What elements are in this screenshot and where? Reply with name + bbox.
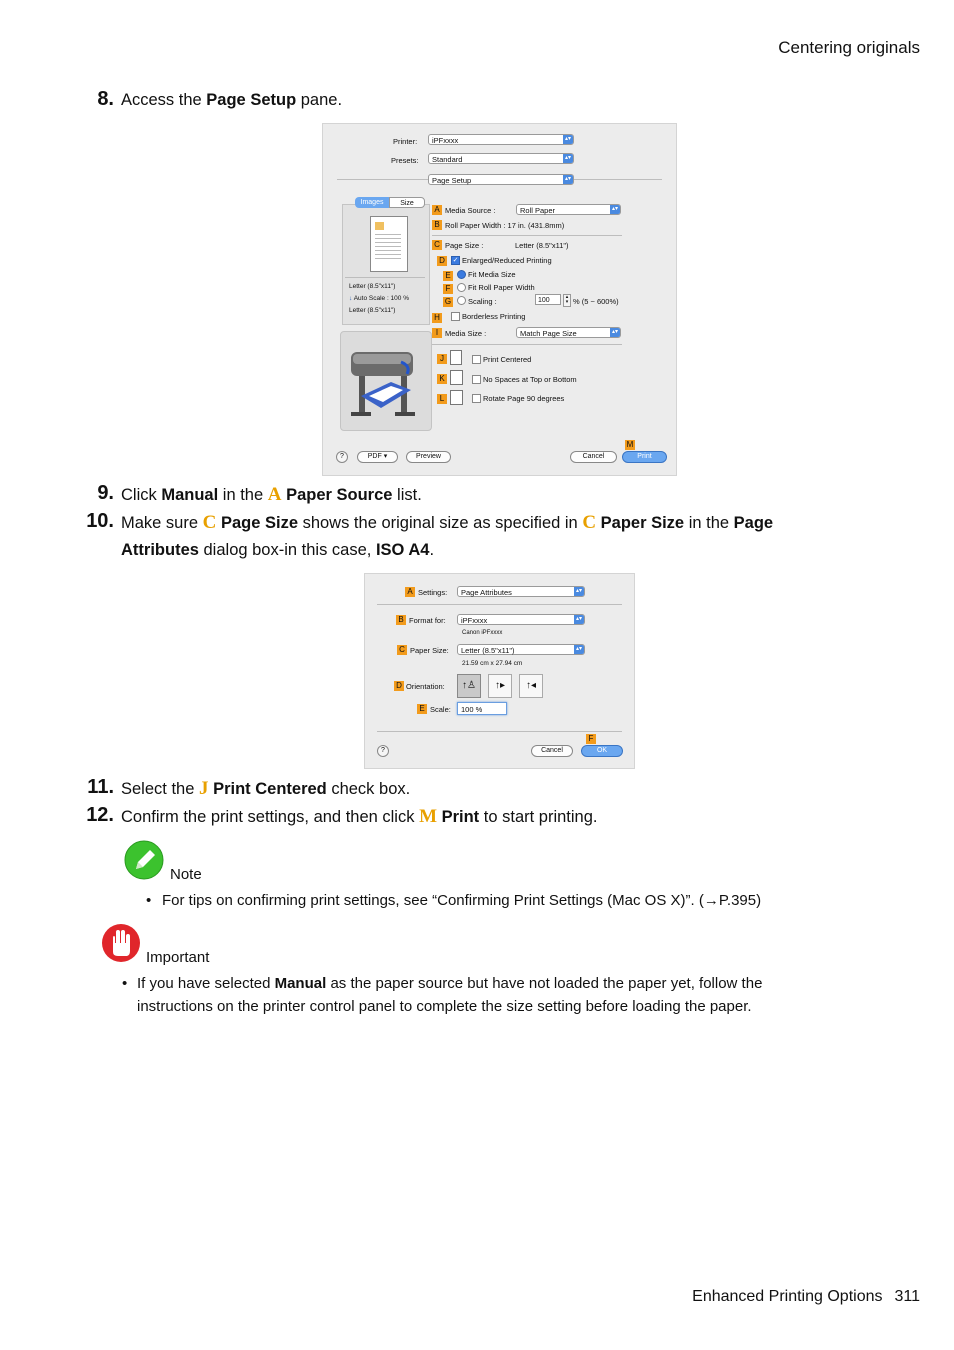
popup-arrow-icon: ▴▾ xyxy=(575,588,583,594)
cancel-button[interactable]: Cancel xyxy=(570,451,617,463)
tag-a: A xyxy=(405,587,415,597)
pane-popup[interactable]: Page Setup ▴▾ xyxy=(428,174,574,185)
popup-arrow-icon: ▴▾ xyxy=(575,616,583,622)
media-source-label: Media Source : xyxy=(445,206,496,215)
note-title: Note xyxy=(170,866,202,883)
printer-popup[interactable]: iPFxxxx ▴▾ xyxy=(428,134,574,145)
page-setup-dialog xyxy=(322,123,677,476)
separator xyxy=(345,277,425,278)
preview-info-2: ↓ Auto Scale : 100 % xyxy=(349,295,409,302)
format-label: Format for: xyxy=(409,616,446,625)
settings-label: Settings: xyxy=(418,588,448,597)
enlarged-label: Enlarged/Reduced Printing xyxy=(462,256,552,265)
roll-paper-width: Roll Paper Width : 17 in. (431.8mm) xyxy=(445,221,565,230)
borderless-label: Borderless Printing xyxy=(462,312,526,321)
paper-size-label: Paper Size: xyxy=(410,646,449,655)
orientation-label: Orientation: xyxy=(406,682,445,691)
paper-size-popup[interactable]: Letter (8.5"x11") ▴▾ xyxy=(457,644,585,655)
media-source-popup[interactable]: Roll Paper ▴▾ xyxy=(516,204,621,215)
page-number: 311 xyxy=(894,1288,920,1305)
format-subtext: Canon iPFxxxx xyxy=(462,630,503,636)
no-spaces-icon xyxy=(450,370,463,385)
separator xyxy=(432,235,622,236)
fit-media-label: Fit Media Size xyxy=(468,270,516,279)
arrow-down-icon: ↓ xyxy=(349,295,353,302)
scale-input[interactable]: 100 % xyxy=(457,702,507,715)
note-pencil-icon xyxy=(124,840,164,880)
no-spaces-label: No Spaces at Top or Bottom xyxy=(483,375,577,384)
media-size-label: Media Size : xyxy=(445,329,487,338)
scaling-stepper[interactable]: ▴ ▾ xyxy=(563,294,571,307)
tag-e: E xyxy=(417,704,427,714)
orientation-landscape-icon[interactable]: ↑▸ xyxy=(488,674,512,698)
format-popup[interactable]: iPFxxxx ▴▾ xyxy=(457,614,585,625)
popup-arrow-icon: ▴▾ xyxy=(611,329,619,335)
tag-m: M xyxy=(626,440,634,449)
printer-illustration xyxy=(340,331,432,431)
scale-label: Scale: xyxy=(430,705,451,714)
popup-arrow-icon: ▴▾ xyxy=(575,646,583,652)
rotate-checkbox[interactable] xyxy=(472,394,481,403)
pdf-button[interactable]: PDF ▾ xyxy=(357,451,398,463)
step-11-text: Select the J Print Centered check box. xyxy=(121,778,411,799)
page-attributes-dialog xyxy=(364,573,635,769)
paper-size-subtext: 21.59 cm x 27.94 cm xyxy=(462,660,523,667)
tag-b: B xyxy=(432,220,442,230)
fit-roll-label: Fit Roll Paper Width xyxy=(468,283,535,292)
popup-arrow-icon: ▴▾ xyxy=(564,136,572,142)
separator xyxy=(377,604,622,605)
preview-tabs xyxy=(355,197,425,208)
separator xyxy=(432,344,622,345)
tag-e: E xyxy=(443,271,453,281)
step-12-number: 12. xyxy=(86,804,114,826)
no-spaces-checkbox[interactable] xyxy=(472,375,481,384)
scaling-input[interactable]: 100 xyxy=(535,294,561,305)
orientation-portrait-icon[interactable]: ↑♙ xyxy=(457,674,481,698)
tag-k: K xyxy=(437,374,447,384)
tag-a: A xyxy=(432,205,442,215)
step-12-text: Confirm the print settings, and then click M Print to start printing. xyxy=(121,806,598,827)
note-bullet: • xyxy=(146,892,152,909)
running-footer xyxy=(692,1288,920,1306)
tag-i: I xyxy=(432,328,442,338)
tag-b: B xyxy=(396,615,406,625)
presets-popup[interactable]: Standard ▴▾ xyxy=(428,153,574,164)
preview-info-3: Letter (8.5"x11") xyxy=(349,307,396,314)
popup-arrow-icon: ▴▾ xyxy=(564,155,572,161)
step-8-number: 8. xyxy=(97,88,114,110)
step-9-text: Click Manual in the A Paper Source list. xyxy=(121,484,422,505)
tag-l: L xyxy=(437,394,447,404)
preview-info-1: Letter (8.5"x11") xyxy=(349,283,396,290)
separator xyxy=(377,731,622,732)
tag-f: F xyxy=(443,284,453,294)
page-size-label: Page Size : xyxy=(445,241,484,250)
footer-chapter: Enhanced Printing Options xyxy=(692,1288,883,1305)
borderless-checkbox[interactable] xyxy=(451,312,460,321)
page-size-value: Letter (8.5"x11") xyxy=(515,241,569,250)
print-button[interactable]: Print xyxy=(622,451,667,463)
presets-label: Presets: xyxy=(391,156,419,165)
tag-g: G xyxy=(444,297,452,306)
step-11-number: 11. xyxy=(87,776,114,798)
tag-j: J xyxy=(437,354,447,364)
settings-popup[interactable]: Page Attributes ▴▾ xyxy=(457,586,585,597)
media-size-popup[interactable]: Match Page Size ▴▾ xyxy=(516,327,621,338)
cancel-button[interactable]: Cancel xyxy=(531,745,573,757)
running-header: Centering originals xyxy=(778,38,920,57)
tag-d: D xyxy=(394,681,404,691)
step-9-number: 9. xyxy=(97,482,114,504)
tag-c: C xyxy=(397,645,407,655)
help-button[interactable]: ? xyxy=(377,745,389,757)
note-text: For tips on confirming print settings, see “Confirming Print Settings (Mac OS X)”. (→P.395) xyxy=(162,892,762,909)
rotate-label: Rotate Page 90 degrees xyxy=(483,394,565,403)
important-hand-icon xyxy=(101,922,141,964)
tab-size[interactable]: Size xyxy=(389,197,425,208)
fit-roll-radio[interactable] xyxy=(457,283,466,292)
step-10-number: 10. xyxy=(86,510,114,532)
important-text: If you have selected Manual as the paper source but have not loaded the paper yet, follow the instructions on the printer control panel to complete the size setting before loading the paper. xyxy=(137,975,763,1015)
tag-d: D xyxy=(437,256,447,266)
tab-images[interactable]: Images xyxy=(355,197,389,208)
print-centered-label: Print Centered xyxy=(483,355,532,364)
popup-arrow-icon: ▴▾ xyxy=(611,206,619,212)
tag-f: F xyxy=(586,734,596,744)
enlarged-checkbox[interactable]: ✓ xyxy=(452,257,459,264)
ok-button[interactable]: OK xyxy=(581,745,623,757)
page-preview-thumbnail xyxy=(370,216,408,272)
important-bullet: • xyxy=(122,975,128,992)
tag-h: H xyxy=(432,313,442,323)
preview-button[interactable]: Preview xyxy=(406,451,451,463)
help-button[interactable]: ? xyxy=(336,451,348,463)
step-8-text: Access the Page Setup pane. xyxy=(121,91,343,109)
popup-arrow-icon: ▴▾ xyxy=(564,176,572,182)
rotate-page-icon xyxy=(450,390,463,405)
print-centered-checkbox[interactable] xyxy=(472,355,481,364)
step-10-text: Make sure C Page Size shows the original size as specified in C Paper Size in the Page Attributes dialog box-in this case, ISO A4. xyxy=(121,512,774,559)
scaling-label: Scaling : xyxy=(468,297,497,306)
tag-c: C xyxy=(432,240,442,250)
printer-label: Printer: xyxy=(393,137,418,146)
orientation-reverse-landscape-icon[interactable]: ↑◂ xyxy=(519,674,543,698)
scaling-radio[interactable] xyxy=(457,296,466,305)
fit-media-radio[interactable] xyxy=(457,270,466,279)
important-title: Important xyxy=(146,949,210,966)
print-centered-icon xyxy=(450,350,462,365)
scaling-range: % (5 ~ 600%) xyxy=(573,297,619,306)
